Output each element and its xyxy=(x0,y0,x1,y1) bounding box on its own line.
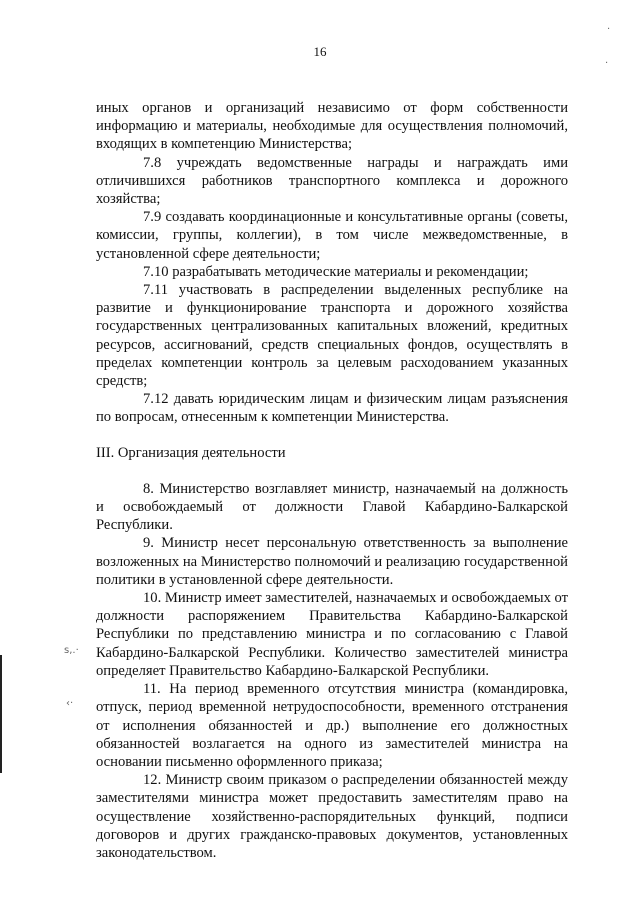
paragraph-12: 12. Министр своим приказом о распределении обязанностей между заместителями министра может предоставить заместителям право на осуществление хозяйственно-распорядительных функций, подписи договоров и других гражданско-правовых документов, установленных законодательством. xyxy=(96,772,568,861)
page-number: 16 xyxy=(313,44,327,59)
document-body xyxy=(96,99,568,862)
paragraph-intro: иных органов и организаций независимо от форм собственности информацию и материалы, необходимые для осуществления полномочий, входящих в компетенцию Министерства; xyxy=(96,100,568,153)
scan-smudge-mark: ѕ,.· xyxy=(64,645,79,656)
scan-dot-mark: · xyxy=(605,58,609,69)
scan-smudge-mark: ‹· xyxy=(66,698,74,709)
paragraph-8: 8. Министерство возглавляет министр, назначаемый на должность и освобождаемый от должности Главой Кабардино-Балкарской Республики. xyxy=(96,480,568,534)
paragraph-7-9: 7.9 создавать координационные и консультативные органы (советы, комиссии, группы, коллегии), в том числе межведомственные, в установленной сфере деятельности; xyxy=(96,209,568,262)
paragraph-7-10: 7.10 разрабатывать методические материалы и рекомендации; xyxy=(143,263,529,280)
paragraph-9: 9. Министр несет персональную ответственность за выполнение возложенных на Министерство полномочий и реализацию государственной политики в установленной сфере деятельности. xyxy=(96,535,568,588)
paragraph-11: 11. На период временного отсутствия министра (командировка, отпуск, период временной нетрудоспособности, временного отстранения от исполнения обязанностей и др.) выполнение его должностных обязанностей возлагается на одного из заместителей министра на основании письменно оформленного приказа; xyxy=(96,681,568,770)
paragraph-7-8: 7.8 учреждать ведомственные награды и награждать ими отличившихся работников транспортного комплекса и дорожного хозяйства; xyxy=(96,154,568,208)
section-heading: III. Организация деятельности xyxy=(96,444,286,461)
paragraph-10: 10. Министр имеет заместителей, назначаемых и освобождаемых от должности распоряжением Правительства Кабардино-Балкарской Республики по представлению министра и по согласованию с Главой Кабардино-Балкарской Республики. Количество заместителей министра определяет Правительство Кабардино-Балкарской Республики. xyxy=(96,590,569,679)
paragraph-7-11: 7.11 участвовать в распределении выделенных республике на развитие и функционирование транспорта и дорожного хозяйства государственных централизованных капитальных вложений, кредитных ресурсов, ассигнований, средств специальных фондов, осуществлять в пределах компетенции контроль за целевым расходованием указанных средств; xyxy=(96,282,568,390)
scan-dot-mark: · xyxy=(607,24,611,35)
paragraph-7-12: 7.12 давать юридическим лицам и физическим лицам разъяснения по вопросам, отнесенным к компетенции Министерства. xyxy=(96,391,568,426)
scan-edge-line xyxy=(0,655,2,773)
